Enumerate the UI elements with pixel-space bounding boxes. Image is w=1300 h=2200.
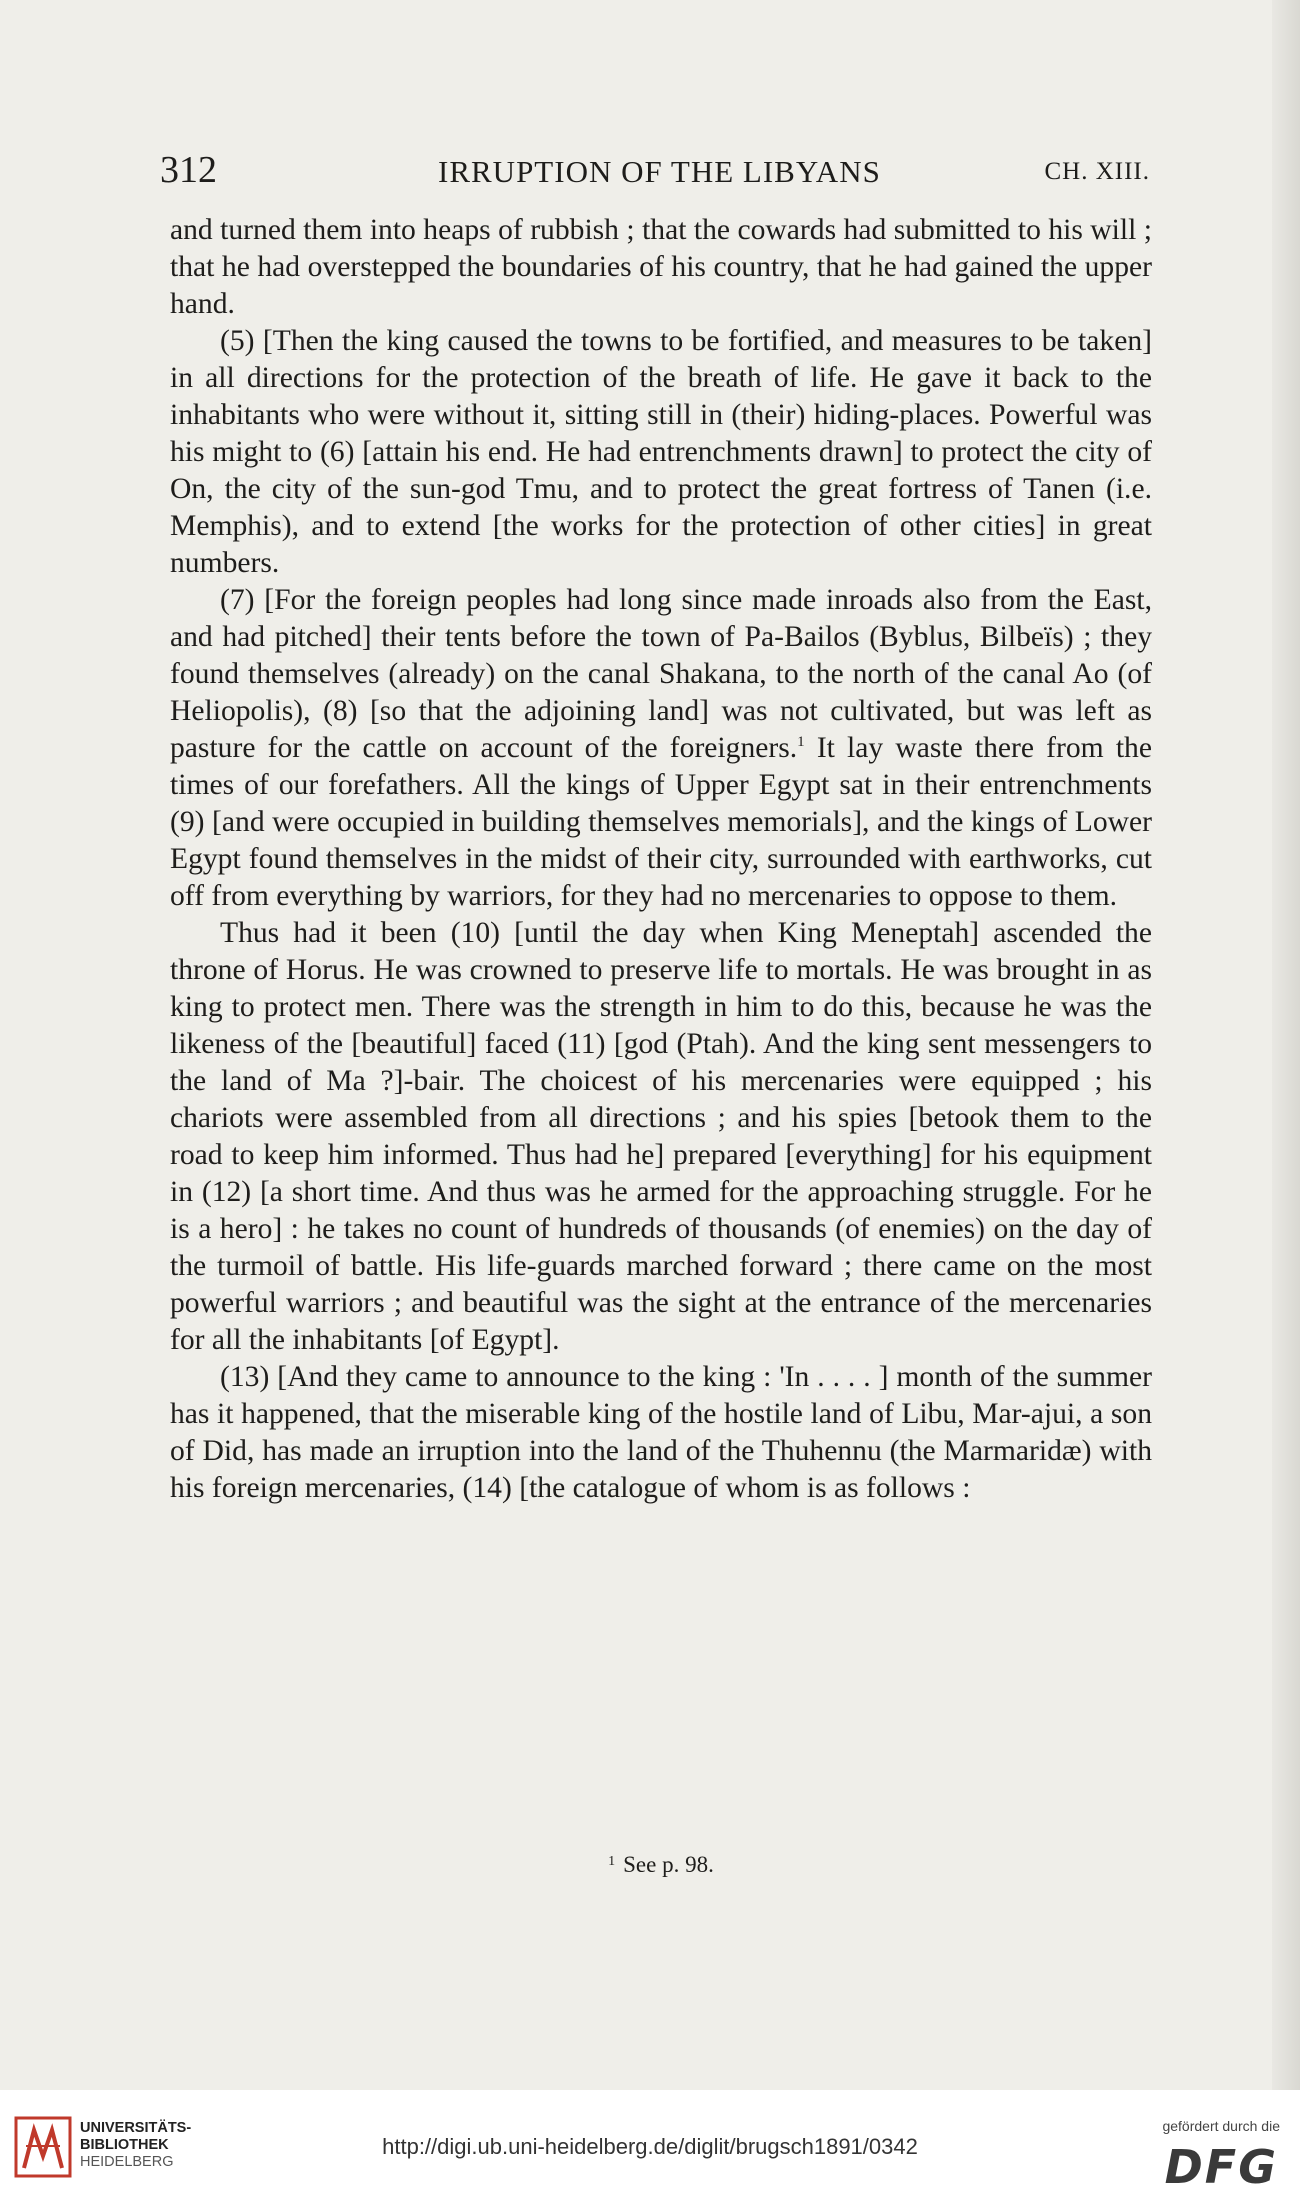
footnote-marker: 1 <box>608 1854 616 1869</box>
funder-logo: DFG <box>1164 2140 1278 2194</box>
funded-by-text: gefördert durch die <box>1162 2118 1280 2134</box>
library-line: BIBLIOTHEK <box>80 2137 169 2153</box>
library-line: UNIVERSITÄTS- <box>80 2120 192 2136</box>
paragraph: (5) [Then the king caused the towns to be fortified, and measures to be taken] in all directions for the protection of the breath of life. He gave it back to the inhabitants who were without it, sitting still in (their) hiding-places. Powerful was his might to (6) [attain his end. He had entrenchments drawn] to protect the city of On, the city of the sun-god Tmu, and to protect the great fortress of Tanen (i.e. Memphis), and to extend [the works for the protection of other cities] in great numbers. <box>170 325 1152 579</box>
library-name <box>80 2120 191 2171</box>
source-url-link[interactable]: http://digi.ub.uni-heidelberg.de/diglit/brugsch1891/0342 <box>382 2134 918 2159</box>
paragraph: (13) [And they came to announce to the king : 'In . . . . ] month of the summer has it happened, that the miserable king of the hostile land of Libu, Mar-ajui, a son of Did, has made an irruption into the land of the Thuhennu (the Marmaridæ) with his foreign mercenaries, (14) [the catalogue of whom is as follows : <box>170 1361 1152 1504</box>
paragraph-text: (7) [For the foreign peoples had long since made inroads also from the East, and had pitched] their tents before the town of Pa-Bailos (Byblus, Bilbeïs) ; they found themselves (already) on the canal Shakana, to the north of the canal Ao (of Heliopolis), (8) [so that the adjoining land] was not cultivated, but was left as pasture for the cattle on account of the foreigners. <box>170 584 1152 764</box>
body-text <box>170 212 1152 1507</box>
paragraph: and turned them into heaps of rubbish ; that the cowards had submitted to his will ; that he had overstepped the boundaries of his country, that he had gained the upper hand. <box>170 214 1152 320</box>
footnote-text: See p. 98. <box>623 1852 714 1877</box>
page-number: 312 <box>160 149 217 191</box>
chapter-label: CH. XIII. <box>1044 158 1150 185</box>
paragraph: Thus had it been (10) [until the day when King Meneptah] ascended the throne of Horus. He was crowned to preserve life to mortals. He was brought in as king to protect men. There was the strength in him to do this, because he was the likeness of the [beautiful] faced (11) [god (Ptah). And the king sent messengers to the land of Ma ?]-bair. The choicest of his mercenaries were equipped ; his chariots were assembled from all directions ; and his spies [betook them to the road to keep him informed. Thus had he] prepared [everything] for his equipment in (12) [a short time. And thus was he armed for the approaching struggle. For he is a hero] : he takes no count of hundreds of thousands (of enemies) on the day of the turmoil of battle. His life-guards marched forward ; there came on the most powerful warriors ; and beautiful was the sight at the entrance of the mercenaries for all the inhabitants [of Egypt]. <box>170 917 1152 1356</box>
library-logo-icon <box>14 2116 72 2178</box>
running-title: IRRUPTION OF THE LIBYANS <box>438 154 881 189</box>
viewer-footer <box>0 2090 1300 2200</box>
paragraph-text: It lay waste there from the times of our forefathers. All the kings of Upper Egypt sat in their entrenchments (9) [and were occupied in building themselves memorials], and the kings of Lower Egypt found themselves in the midst of their city, surrounded with earthworks, cut off from everything by warriors, for they had no mercenaries to oppose to them. <box>170 732 1152 912</box>
paragraph <box>170 582 1152 915</box>
page-edge-shadow <box>1272 0 1300 2090</box>
footnote-reference: 1 <box>797 734 805 750</box>
footnote <box>170 1852 1152 1878</box>
running-header <box>160 148 1150 198</box>
library-line: HEIDELBERG <box>80 2154 174 2170</box>
